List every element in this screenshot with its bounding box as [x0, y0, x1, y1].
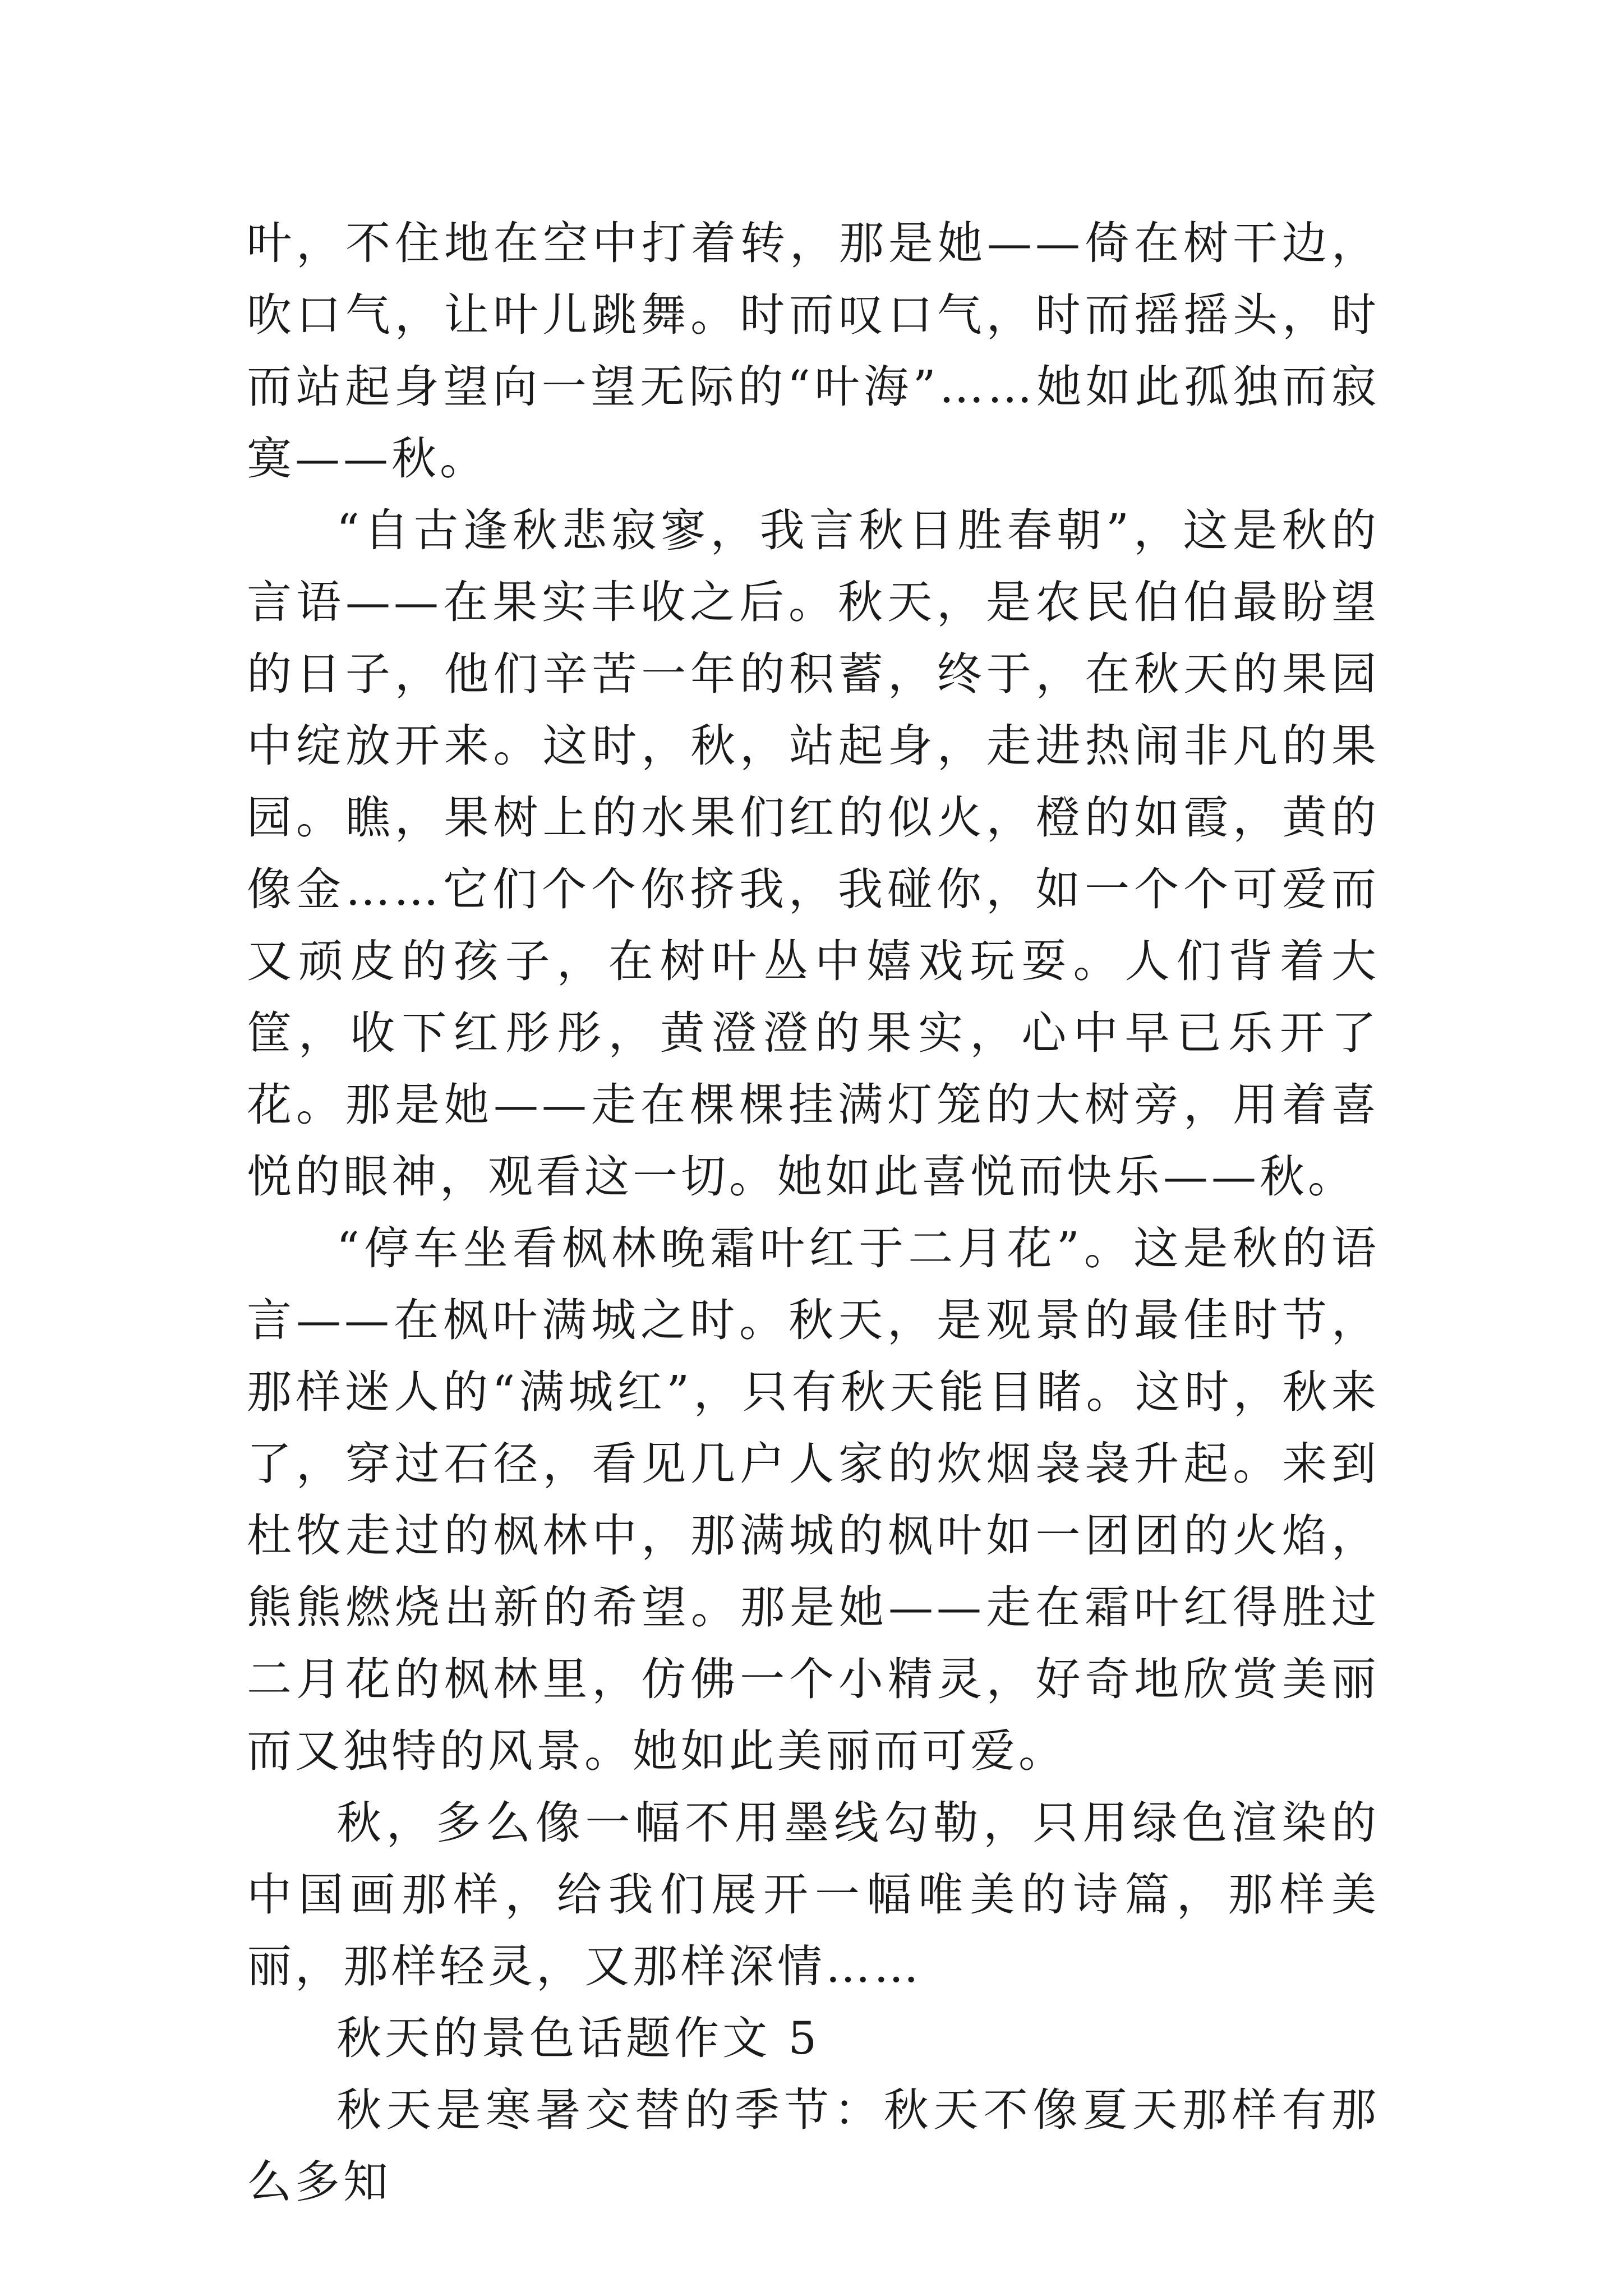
- paragraph: “停车坐看枫林晚霜叶红于二月花”。这是秋的语言——在枫叶满城之时。秋天，是观景的最佳时节，那样迷人的“满城红”，只有秋天能目睹。这时，秋来了，穿过石径，看见几户人家的炊烟袅袅升起。来到杜牧走过的枫林中，那满城的枫叶如一团团的火焰，熊熊燃烧出新的希望。那是她——走在霜叶红得胜过二月花的枫林里，仿佛一个小精灵，好奇地欣赏美丽而又独特的风景。她如此美丽而可爱。: [247, 1222, 1380, 1777]
- paragraph: “自古逢秋悲寂寥，我言秋日胜春朝”，这是秋的言语——在果实丰收之后。秋天，是农民伯伯最盼望的日子，他们辛苦一年的积蓄，终于，在秋天的果园中绽放开来。这时，秋，站起身，走进热闹非凡的果园。瞧，果树上的水果们红的似火，橙的如霞，黄的像金……它们个个你挤我，我碰你，如一个个可爱而又顽皮的孩子，在树叶丛中嬉戏玩耍。人们背着大筐，收下红彤彤，黄澄澄的果实，心中早已乐开了花。那是她——走在棵棵挂满灯笼的大树旁，用着喜悦的眼神，观看这一切。她如此喜悦而快乐——秋。: [247, 504, 1380, 1203]
- paragraph: 叶，不住地在空中打着转，那是她——倚在树干边，吹口气，让叶儿跳舞。时而叹口气，时而摇摇头，时而站起身望向一望无际的“叶海”……她如此孤独而寂寞——秋。: [247, 217, 1380, 485]
- paragraph: 秋，多么像一幅不用墨线勾勒，只用绿色渲染的中国画那样，给我们展开一幅唯美的诗篇，那样美丽，那样轻灵，又那样深情……: [247, 1797, 1380, 1993]
- paragraph: 秋天是寒暑交替的季节：秋天不像夏天那样有那么多知: [247, 2084, 1380, 2208]
- section-heading: 秋天的景色话题作文 5: [336, 2012, 820, 2064]
- document-body: [247, 208, 1380, 2218]
